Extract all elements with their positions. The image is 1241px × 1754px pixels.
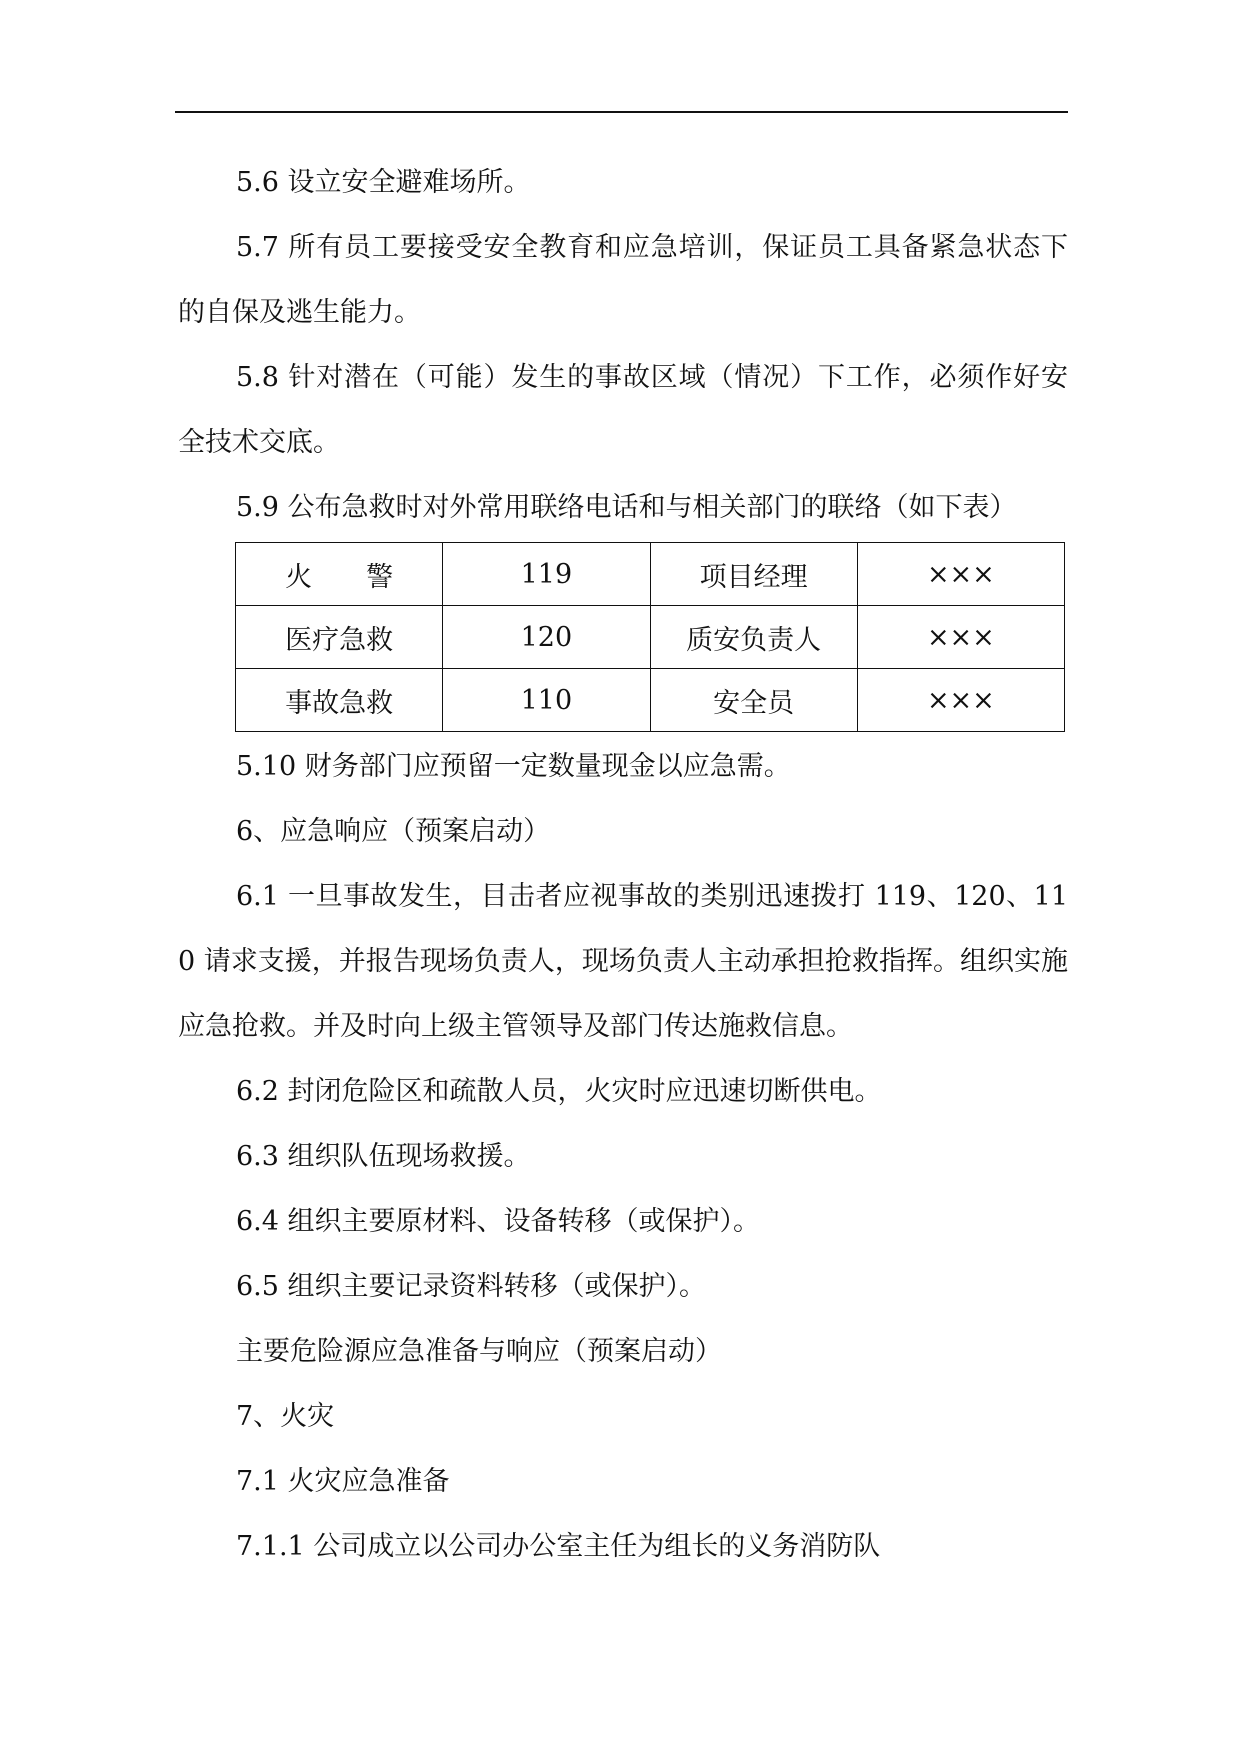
paragraph-5-9: 5.9 公布急救时对外常用联络电话和与相关部门的联络（如下表） bbox=[236, 492, 1017, 523]
phone-number-cell: 120 bbox=[443, 606, 650, 669]
role-cell: 安全员 bbox=[650, 669, 857, 732]
heading-7: 7、火灾 bbox=[236, 1401, 335, 1432]
paragraph-5-6: 5.6 设立安全避难场所。 bbox=[236, 167, 531, 198]
role-cell: 质安负责人 bbox=[650, 606, 857, 669]
paragraph-6-1: 6.1 一旦事故发生，目击者应视事故的类别迅速拨打 119、120、110 请求支援，并报告现场负责人，现场负责人主动承担抢救指挥。组织实施应急抢救。并及时向上级主管领导及部门传达施救信息。 bbox=[178, 881, 1068, 1042]
heading-6: 6、应急响应（预案启动） bbox=[236, 816, 551, 847]
table-row bbox=[236, 543, 1065, 606]
phone-number-cell: 119 bbox=[443, 543, 650, 606]
paragraph-7-1-1: 7.1.1 公司成立以公司办公室主任为组长的义务消防队 bbox=[236, 1531, 881, 1562]
paragraph-5-7: 5.7 所有员工要接受安全教育和应急培训，保证员工具备紧急状态下的自保及逃生能力。 bbox=[178, 232, 1068, 328]
heading-7-1: 7.1 火灾应急准备 bbox=[236, 1466, 450, 1497]
service-name-cell: 事故急救 bbox=[236, 669, 443, 732]
phone-number-cell: 110 bbox=[443, 669, 650, 732]
paragraph-6-5: 6.5 组织主要记录资料转移（或保护）。 bbox=[236, 1271, 707, 1302]
header-rule bbox=[175, 111, 1068, 113]
contact-name-cell: ××× bbox=[857, 669, 1064, 732]
service-name-cell: 医疗急救 bbox=[236, 606, 443, 669]
document-body bbox=[178, 150, 1068, 1579]
paragraph-6-4: 6.4 组织主要原材料、设备转移（或保护）。 bbox=[236, 1206, 761, 1237]
heading-main-hazards: 主要危险源应急准备与响应（预案启动） bbox=[236, 1336, 722, 1367]
contact-name-cell: ××× bbox=[857, 543, 1064, 606]
paragraph-5-8: 5.8 针对潜在（可能）发生的事故区域（情况）下工作，必须作好安全技术交底。 bbox=[178, 362, 1068, 458]
paragraph-6-2: 6.2 封闭危险区和疏散人员，火灾时应迅速切断供电。 bbox=[236, 1076, 882, 1107]
service-name-cell: 火 警 bbox=[236, 543, 443, 606]
table-row bbox=[236, 669, 1065, 732]
contact-name-cell: ××× bbox=[857, 606, 1064, 669]
role-cell: 项目经理 bbox=[650, 543, 857, 606]
emergency-contact-table bbox=[235, 542, 1065, 732]
paragraph-5-10: 5.10 财务部门应预留一定数量现金以应急需。 bbox=[236, 751, 791, 782]
paragraph-6-3: 6.3 组织队伍现场救援。 bbox=[236, 1141, 531, 1172]
table-row bbox=[236, 606, 1065, 669]
